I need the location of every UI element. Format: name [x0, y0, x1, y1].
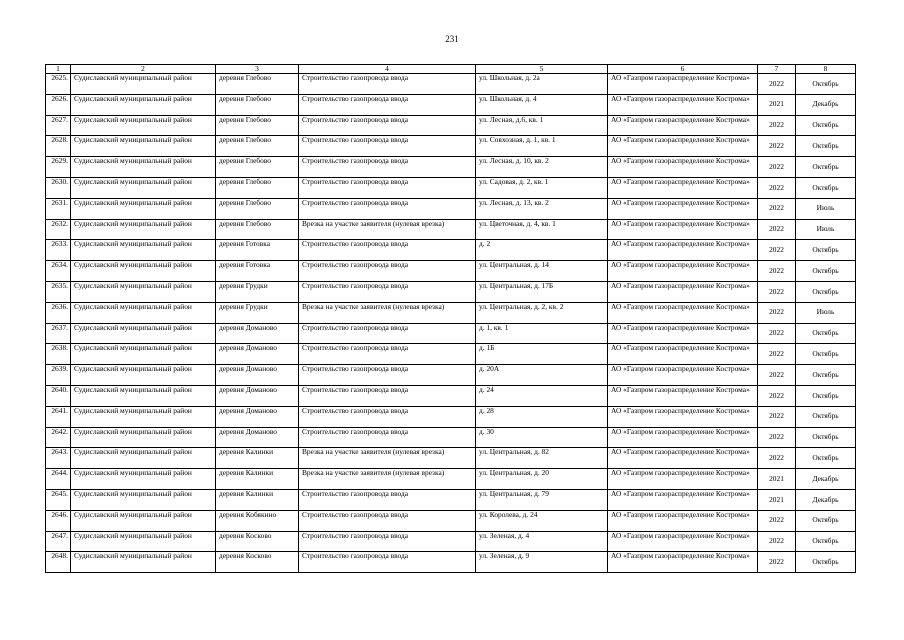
table-row	[46, 115, 856, 136]
month-cell: Октябрь	[796, 136, 856, 157]
address-cell: ул. Центральная, д. 17Б	[476, 281, 608, 302]
table-row	[46, 489, 856, 510]
row-number-cell: 2627.	[46, 115, 71, 136]
row-number-cell: 2640.	[46, 385, 71, 406]
village-cell: деревня Доманово	[216, 365, 299, 386]
row-number-cell: 2637.	[46, 323, 71, 344]
organization-cell: АО «Газпром газораспределение Кострома»	[608, 552, 758, 573]
row-number-cell: 2641.	[46, 406, 71, 427]
table-row	[46, 469, 856, 490]
row-number-cell: 2625.	[46, 74, 71, 95]
district-cell: Судиславский муниципальный район	[71, 344, 216, 365]
village-cell: деревня Калинки	[216, 469, 299, 490]
village-cell: деревня Калинки	[216, 489, 299, 510]
district-cell: Судиславский муниципальный район	[71, 136, 216, 157]
village-cell: деревня Грудки	[216, 281, 299, 302]
header-row	[46, 65, 856, 74]
table-row	[46, 74, 856, 95]
month-cell: Октябрь	[796, 261, 856, 282]
address-cell: ул. Центральная, д. 14	[476, 261, 608, 282]
table-row	[46, 531, 856, 552]
village-cell: деревня Глебово	[216, 157, 299, 178]
month-cell: Октябрь	[796, 115, 856, 136]
year-cell: 2022	[758, 365, 796, 386]
table-row	[46, 510, 856, 531]
address-cell: ул. Совхозная, д. 1, кв. 1	[476, 136, 608, 157]
organization-cell: АО «Газпром газораспределение Кострома»	[608, 510, 758, 531]
work-type-cell: Строительство газопровода ввода	[299, 406, 476, 427]
organization-cell: АО «Газпром газораспределение Кострома»	[608, 94, 758, 115]
district-cell: Судиславский муниципальный район	[71, 406, 216, 427]
year-cell: 2021	[758, 489, 796, 510]
work-type-cell: Строительство газопровода ввода	[299, 385, 476, 406]
year-cell: 2022	[758, 323, 796, 344]
year-cell: 2021	[758, 94, 796, 115]
address-cell: ул. Цветочная, д. 4, кв. 1	[476, 219, 608, 240]
year-cell: 2022	[758, 385, 796, 406]
row-number-cell: 2634.	[46, 261, 71, 282]
work-type-cell: Строительство газопровода ввода	[299, 552, 476, 573]
table-row	[46, 219, 856, 240]
month-cell: Октябрь	[796, 427, 856, 448]
row-number-cell: 2626.	[46, 94, 71, 115]
column-header: 2	[71, 65, 216, 74]
work-type-cell: Строительство газопровода ввода	[299, 281, 476, 302]
village-cell: деревня Глебово	[216, 219, 299, 240]
address-cell: ул. Центральная, д. 82	[476, 448, 608, 469]
row-number-cell: 2643.	[46, 448, 71, 469]
table-row	[46, 427, 856, 448]
month-cell: Октябрь	[796, 448, 856, 469]
table-row	[46, 448, 856, 469]
table-row	[46, 365, 856, 386]
village-cell: деревня Кобякино	[216, 510, 299, 531]
table-row	[46, 323, 856, 344]
year-cell: 2022	[758, 240, 796, 261]
address-cell: ул. Садовая, д. 2, кв. 1	[476, 177, 608, 198]
row-number-cell: 2639.	[46, 365, 71, 386]
organization-cell: АО «Газпром газораспределение Кострома»	[608, 344, 758, 365]
row-number-cell: 2629.	[46, 157, 71, 178]
year-cell: 2022	[758, 552, 796, 573]
district-cell: Судиславский муниципальный район	[71, 261, 216, 282]
month-cell: Октябрь	[796, 177, 856, 198]
address-cell: ул. Лесная, д. 13, кв. 2	[476, 198, 608, 219]
work-type-cell: Строительство газопровода ввода	[299, 427, 476, 448]
organization-cell: АО «Газпром газораспределение Кострома»	[608, 385, 758, 406]
row-number-cell: 2645.	[46, 489, 71, 510]
work-type-cell: Строительство газопровода ввода	[299, 157, 476, 178]
village-cell: деревня Калинки	[216, 448, 299, 469]
district-cell: Судиславский муниципальный район	[71, 323, 216, 344]
address-cell: д. 24	[476, 385, 608, 406]
organization-cell: АО «Газпром газораспределение Кострома»	[608, 136, 758, 157]
row-number-cell: 2644.	[46, 469, 71, 490]
work-type-cell: Врезка на участке заявителя (нулевая врезка)	[299, 448, 476, 469]
row-number-cell: 2635.	[46, 281, 71, 302]
year-cell: 2022	[758, 219, 796, 240]
row-number-cell: 2636.	[46, 302, 71, 323]
table-row	[46, 94, 856, 115]
month-cell: Октябрь	[796, 344, 856, 365]
year-cell: 2022	[758, 510, 796, 531]
address-cell: ул. Лесная, д.6, кв. 1	[476, 115, 608, 136]
village-cell: деревня Готовка	[216, 261, 299, 282]
month-cell: Октябрь	[796, 281, 856, 302]
organization-cell: АО «Газпром газораспределение Кострома»	[608, 261, 758, 282]
year-cell: 2022	[758, 448, 796, 469]
row-number-cell: 2630.	[46, 177, 71, 198]
work-type-cell: Врезка на участке заявителя (нулевая врезка)	[299, 219, 476, 240]
year-cell: 2022	[758, 531, 796, 552]
district-cell: Судиславский муниципальный район	[71, 74, 216, 95]
village-cell: деревня Глебово	[216, 94, 299, 115]
address-cell: д. 2	[476, 240, 608, 261]
district-cell: Судиславский муниципальный район	[71, 385, 216, 406]
address-cell: ул. Центральная, д. 2, кв. 2	[476, 302, 608, 323]
address-cell: ул. Зеленая, д. 9	[476, 552, 608, 573]
page-number: 231	[445, 34, 459, 44]
district-cell: Судиславский муниципальный район	[71, 489, 216, 510]
row-number-cell: 2631.	[46, 198, 71, 219]
year-cell: 2021	[758, 469, 796, 490]
district-cell: Судиславский муниципальный район	[71, 177, 216, 198]
address-cell: д. 20А	[476, 365, 608, 386]
village-cell: деревня Доманово	[216, 323, 299, 344]
address-cell: ул. Школьная, д. 2а	[476, 74, 608, 95]
organization-cell: АО «Газпром газораспределение Кострома»	[608, 469, 758, 490]
village-cell: деревня Глебово	[216, 74, 299, 95]
organization-cell: АО «Газпром газораспределение Кострома»	[608, 406, 758, 427]
organization-cell: АО «Газпром газораспределение Кострома»	[608, 240, 758, 261]
work-type-cell: Строительство газопровода ввода	[299, 365, 476, 386]
district-cell: Судиславский муниципальный район	[71, 531, 216, 552]
year-cell: 2022	[758, 406, 796, 427]
month-cell: Июль	[796, 302, 856, 323]
village-cell: деревня Глебово	[216, 177, 299, 198]
work-type-cell: Строительство газопровода ввода	[299, 177, 476, 198]
row-number-cell: 2633.	[46, 240, 71, 261]
year-cell: 2022	[758, 427, 796, 448]
work-type-cell: Строительство газопровода ввода	[299, 94, 476, 115]
table-row	[46, 344, 856, 365]
village-cell: деревня Доманово	[216, 385, 299, 406]
month-cell: Октябрь	[796, 323, 856, 344]
village-cell: деревня Косково	[216, 531, 299, 552]
work-type-cell: Строительство газопровода ввода	[299, 323, 476, 344]
district-cell: Судиславский муниципальный район	[71, 219, 216, 240]
column-header: 5	[476, 65, 608, 74]
table-body	[46, 74, 856, 573]
table-row	[46, 406, 856, 427]
district-cell: Судиславский муниципальный район	[71, 510, 216, 531]
organization-cell: АО «Газпром газораспределение Кострома»	[608, 157, 758, 178]
village-cell: деревня Готовка	[216, 240, 299, 261]
year-cell: 2022	[758, 157, 796, 178]
month-cell: Октябрь	[796, 406, 856, 427]
month-cell: Декабрь	[796, 489, 856, 510]
organization-cell: АО «Газпром газораспределение Кострома»	[608, 115, 758, 136]
table-row	[46, 302, 856, 323]
work-type-cell: Строительство газопровода ввода	[299, 531, 476, 552]
district-cell: Судиславский муниципальный район	[71, 469, 216, 490]
table-row	[46, 281, 856, 302]
table-row	[46, 136, 856, 157]
district-cell: Судиславский муниципальный район	[71, 365, 216, 386]
row-number-cell: 2642.	[46, 427, 71, 448]
column-header: 8	[796, 65, 856, 74]
address-cell: д. 28	[476, 406, 608, 427]
work-type-cell: Строительство газопровода ввода	[299, 489, 476, 510]
address-cell: ул. Школьная, д. 4	[476, 94, 608, 115]
district-cell: Судиславский муниципальный район	[71, 157, 216, 178]
village-cell: деревня Глебово	[216, 115, 299, 136]
organization-cell: АО «Газпром газораспределение Кострома»	[608, 74, 758, 95]
column-header: 6	[608, 65, 758, 74]
village-cell: деревня Глебово	[216, 136, 299, 157]
row-number-cell: 2638.	[46, 344, 71, 365]
table-row	[46, 552, 856, 573]
work-type-cell: Строительство газопровода ввода	[299, 115, 476, 136]
village-cell: деревня Грудки	[216, 302, 299, 323]
address-cell: д. 30	[476, 427, 608, 448]
organization-cell: АО «Газпром газораспределение Кострома»	[608, 365, 758, 386]
organization-cell: АО «Газпром газораспределение Кострома»	[608, 448, 758, 469]
work-type-cell: Строительство газопровода ввода	[299, 74, 476, 95]
work-type-cell: Строительство газопровода ввода	[299, 261, 476, 282]
table-row	[46, 198, 856, 219]
year-cell: 2022	[758, 198, 796, 219]
district-cell: Судиславский муниципальный район	[71, 94, 216, 115]
month-cell: Октябрь	[796, 385, 856, 406]
district-cell: Судиславский муниципальный район	[71, 115, 216, 136]
column-header: 7	[758, 65, 796, 74]
month-cell: Октябрь	[796, 531, 856, 552]
year-cell: 2022	[758, 302, 796, 323]
column-header: 1	[46, 65, 71, 74]
work-type-cell: Строительство газопровода ввода	[299, 240, 476, 261]
month-cell: Октябрь	[796, 552, 856, 573]
organization-cell: АО «Газпром газораспределение Кострома»	[608, 427, 758, 448]
table-row	[46, 177, 856, 198]
village-cell: деревня Косково	[216, 552, 299, 573]
district-cell: Судиславский муниципальный район	[71, 448, 216, 469]
year-cell: 2022	[758, 177, 796, 198]
address-cell: ул. Лесная, д. 10, кв. 2	[476, 157, 608, 178]
village-cell: деревня Глебово	[216, 198, 299, 219]
organization-cell: АО «Газпром газораспределение Кострома»	[608, 281, 758, 302]
work-type-cell: Строительство газопровода ввода	[299, 344, 476, 365]
row-number-cell: 2632.	[46, 219, 71, 240]
year-cell: 2022	[758, 281, 796, 302]
row-number-cell: 2647.	[46, 531, 71, 552]
address-cell: ул. Королева, д. 24	[476, 510, 608, 531]
organization-cell: АО «Газпром газораспределение Кострома»	[608, 302, 758, 323]
table-row	[46, 385, 856, 406]
month-cell: Октябрь	[796, 240, 856, 261]
address-cell: ул. Зеленая, д. 4	[476, 531, 608, 552]
year-cell: 2022	[758, 115, 796, 136]
address-cell: ул. Центральная, д. 79	[476, 489, 608, 510]
organization-cell: АО «Газпром газораспределение Кострома»	[608, 177, 758, 198]
month-cell: Октябрь	[796, 74, 856, 95]
year-cell: 2022	[758, 261, 796, 282]
gas-connection-table	[45, 64, 856, 573]
address-cell: ул. Центральная, д. 20	[476, 469, 608, 490]
table-row	[46, 261, 856, 282]
month-cell: Декабрь	[796, 94, 856, 115]
table-row	[46, 157, 856, 178]
organization-cell: АО «Газпром газораспределение Кострома»	[608, 198, 758, 219]
row-number-cell: 2646.	[46, 510, 71, 531]
month-cell: Июль	[796, 198, 856, 219]
organization-cell: АО «Газпром газораспределение Кострома»	[608, 489, 758, 510]
village-cell: деревня Доманово	[216, 406, 299, 427]
organization-cell: АО «Газпром газораспределение Кострома»	[608, 531, 758, 552]
month-cell: Июль	[796, 219, 856, 240]
district-cell: Судиславский муниципальный район	[71, 427, 216, 448]
work-type-cell: Строительство газопровода ввода	[299, 198, 476, 219]
table-row	[46, 240, 856, 261]
month-cell: Октябрь	[796, 510, 856, 531]
year-cell: 2022	[758, 136, 796, 157]
district-cell: Судиславский муниципальный район	[71, 281, 216, 302]
year-cell: 2022	[758, 74, 796, 95]
month-cell: Декабрь	[796, 469, 856, 490]
address-cell: д. 1, кв. 1	[476, 323, 608, 344]
work-type-cell: Врезка на участке заявителя (нулевая врезка)	[299, 469, 476, 490]
row-number-cell: 2648.	[46, 552, 71, 573]
district-cell: Судиславский муниципальный район	[71, 198, 216, 219]
column-header: 4	[299, 65, 476, 74]
address-cell: д. 1Б	[476, 344, 608, 365]
month-cell: Октябрь	[796, 157, 856, 178]
month-cell: Октябрь	[796, 365, 856, 386]
work-type-cell: Врезка на участке заявителя (нулевая врезка)	[299, 302, 476, 323]
organization-cell: АО «Газпром газораспределение Кострома»	[608, 219, 758, 240]
district-cell: Судиславский муниципальный район	[71, 302, 216, 323]
work-type-cell: Строительство газопровода ввода	[299, 510, 476, 531]
year-cell: 2022	[758, 344, 796, 365]
district-cell: Судиславский муниципальный район	[71, 552, 216, 573]
row-number-cell: 2628.	[46, 136, 71, 157]
village-cell: деревня Доманово	[216, 344, 299, 365]
work-type-cell: Строительство газопровода ввода	[299, 136, 476, 157]
village-cell: деревня Доманово	[216, 427, 299, 448]
column-header: 3	[216, 65, 299, 74]
organization-cell: АО «Газпром газораспределение Кострома»	[608, 323, 758, 344]
district-cell: Судиславский муниципальный район	[71, 240, 216, 261]
